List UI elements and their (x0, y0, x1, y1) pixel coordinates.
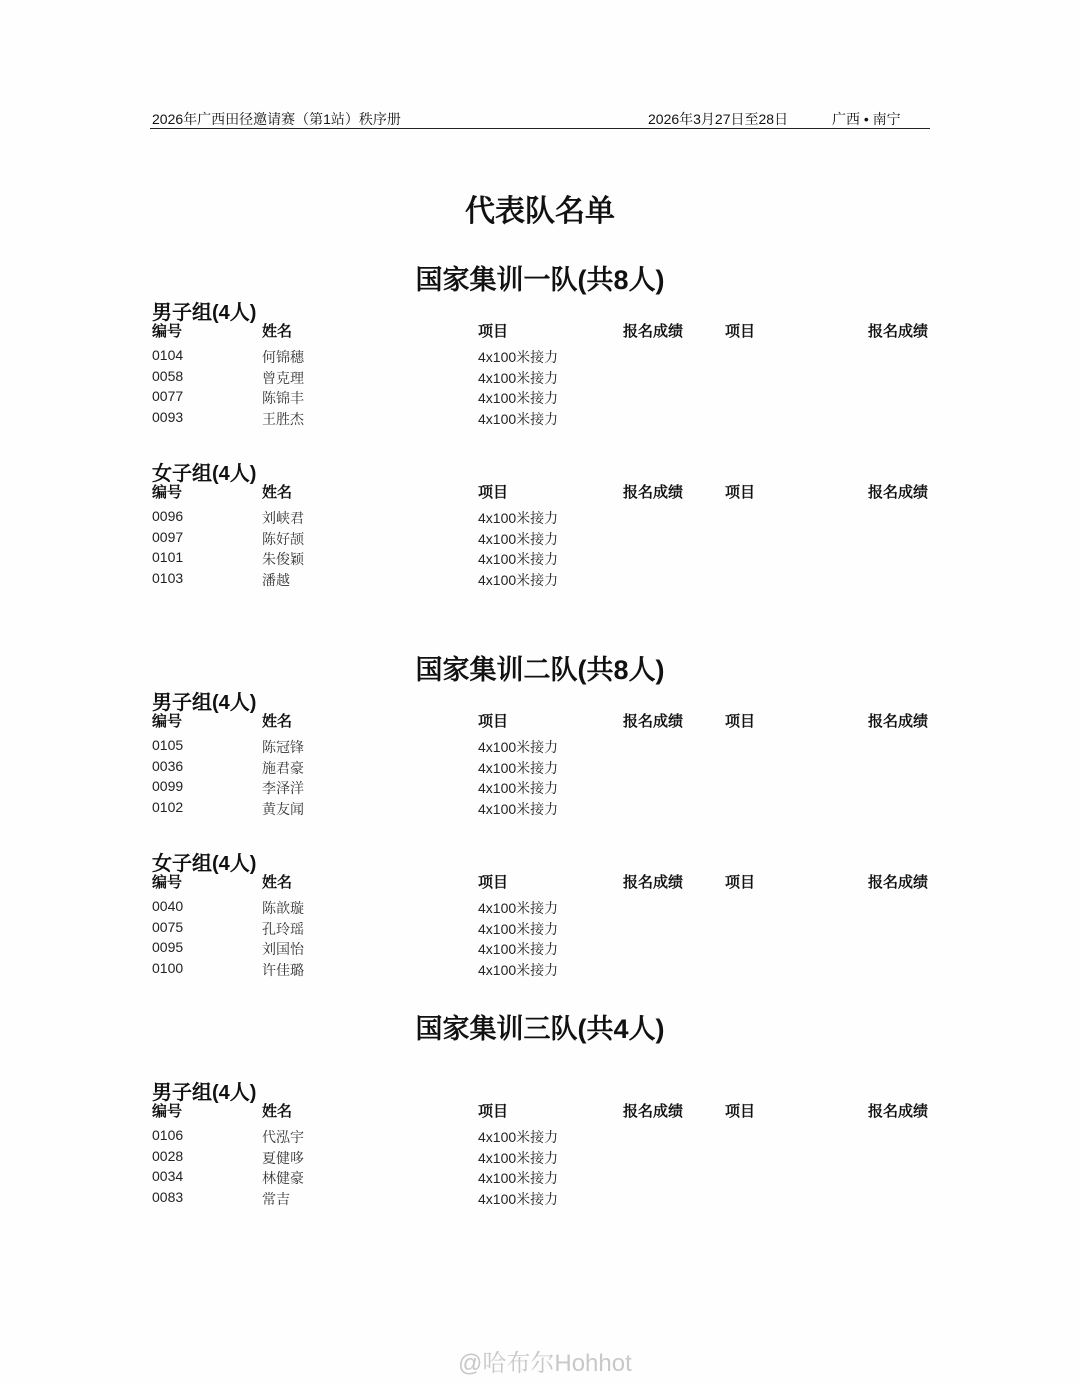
group-title: 女子组(4人) (152, 853, 257, 875)
event-name: 4x100米接力 (478, 1149, 559, 1166)
event-name: 4x100米接力 (478, 800, 559, 817)
athlete-number: 0099 (152, 778, 184, 794)
athlete-number: 0102 (152, 798, 184, 815)
athlete-number: 0040 (152, 898, 184, 914)
athlete-number: 0077 (152, 388, 184, 404)
athlete-number: 0036 (152, 757, 184, 774)
column-header: 姓名 (262, 874, 293, 891)
event-name: 4x100米接力 (478, 759, 559, 776)
athlete-name: 林健豪 (262, 1171, 304, 1187)
event-name: 4x100米接力 (478, 1129, 559, 1145)
column-header: 报名成绩 (623, 713, 684, 730)
column-header: 姓名 (262, 1103, 293, 1120)
athlete-name: 夏健哆 (262, 1150, 304, 1167)
athlete-number: 0104 (152, 347, 184, 363)
athlete-name: 刘国怡 (262, 942, 304, 958)
column-header: 项目 (725, 323, 756, 340)
group-title: 男子组(4人) (152, 1082, 257, 1104)
team-title: 国家集训一队(共8人) (415, 265, 665, 295)
athlete-number: 0075 (152, 918, 184, 935)
column-header: 报名成绩 (623, 1103, 684, 1120)
header-date: 2026年3月27日至28日 (648, 111, 789, 127)
athlete-number: 0100 (152, 959, 184, 976)
column-header: 编号 (152, 1103, 183, 1120)
athlete-number: 0101 (152, 549, 184, 565)
event-name: 4x100米接力 (478, 739, 559, 755)
team-title: 国家集训二队(共8人) (415, 655, 665, 685)
athlete-name: 何锦穗 (262, 350, 304, 366)
athlete-name: 王胜杰 (262, 411, 304, 428)
column-header: 项目 (725, 484, 756, 501)
column-header: 编号 (152, 713, 183, 730)
athlete-name: 代泓宇 (262, 1130, 304, 1146)
athlete-number: 0028 (152, 1147, 184, 1164)
athlete-name: 李泽洋 (262, 781, 304, 797)
event-name: 4x100米接力 (478, 1170, 559, 1186)
column-header: 姓名 (262, 484, 293, 501)
event-name: 4x100米接力 (478, 961, 559, 978)
header-place: 广西 • 南宁 (832, 111, 901, 127)
event-name: 4x100米接力 (478, 920, 559, 937)
event-name: 4x100米接力 (478, 1190, 559, 1207)
column-header: 项目 (478, 1103, 509, 1120)
column-header: 报名成绩 (623, 323, 684, 340)
header-divider (150, 128, 930, 129)
column-header: 报名成绩 (868, 1103, 929, 1120)
column-header: 报名成绩 (868, 713, 929, 730)
group-title: 男子组(4人) (152, 692, 257, 714)
page-title: 代表队名单 (465, 195, 615, 228)
group-title: 男子组(4人) (152, 302, 257, 324)
athlete-number: 0097 (152, 528, 184, 545)
event-name: 4x100米接力 (478, 369, 559, 386)
column-header: 项目 (725, 874, 756, 891)
athlete-name: 陈锦丰 (262, 391, 304, 407)
column-header: 项目 (478, 713, 509, 730)
athlete-name: 朱俊颖 (262, 552, 304, 568)
column-header: 项目 (478, 323, 509, 340)
event-name: 4x100米接力 (478, 510, 559, 526)
column-header: 编号 (152, 874, 183, 891)
watermark: @哈布尔Hohhot (458, 1350, 632, 1377)
athlete-number: 0034 (152, 1168, 184, 1184)
event-name: 4x100米接力 (478, 900, 559, 916)
column-header: 报名成绩 (868, 874, 929, 891)
athlete-number: 0103 (152, 569, 184, 586)
event-name: 4x100米接力 (478, 941, 559, 957)
event-name: 4x100米接力 (478, 780, 559, 796)
event-name: 4x100米接力 (478, 410, 559, 427)
athlete-number: 0093 (152, 408, 184, 425)
athlete-name: 潘越 (262, 572, 290, 589)
athlete-name: 常吉 (262, 1191, 290, 1208)
event-name: 4x100米接力 (478, 551, 559, 567)
event-name: 4x100米接力 (478, 349, 559, 365)
athlete-number: 0096 (152, 508, 184, 524)
athlete-name: 许佳璐 (262, 962, 304, 979)
column-header: 报名成绩 (868, 323, 929, 340)
group-title: 女子组(4人) (152, 463, 257, 485)
event-name: 4x100米接力 (478, 571, 559, 588)
column-header: 报名成绩 (623, 484, 684, 501)
athlete-name: 陈好颉 (262, 531, 304, 548)
header-event-title: 2026年广西田径邀请赛（第1站）秩序册 (152, 111, 401, 127)
athlete-number: 0083 (152, 1188, 184, 1205)
column-header: 编号 (152, 484, 183, 501)
column-header: 编号 (152, 323, 183, 340)
column-header: 报名成绩 (868, 484, 929, 501)
column-header: 姓名 (262, 323, 293, 340)
column-header: 项目 (725, 1103, 756, 1120)
column-header: 姓名 (262, 713, 293, 730)
athlete-name: 施君豪 (262, 760, 304, 777)
athlete-number: 0106 (152, 1127, 184, 1143)
athlete-name: 陈歆璇 (262, 901, 304, 917)
athlete-number: 0058 (152, 367, 184, 384)
athlete-name: 黄友闻 (262, 801, 304, 818)
event-name: 4x100米接力 (478, 530, 559, 547)
column-header: 项目 (725, 713, 756, 730)
athlete-name: 孔玲瑶 (262, 921, 304, 938)
team-title: 国家集训三队(共4人) (415, 1014, 665, 1044)
column-header: 项目 (478, 484, 509, 501)
column-header: 项目 (478, 874, 509, 891)
athlete-name: 刘峡君 (262, 511, 304, 527)
athlete-name: 曾克理 (262, 370, 304, 387)
event-name: 4x100米接力 (478, 390, 559, 406)
athlete-name: 陈冠锋 (262, 740, 304, 756)
athlete-number: 0105 (152, 737, 184, 753)
column-header: 报名成绩 (623, 874, 684, 891)
athlete-number: 0095 (152, 939, 184, 955)
